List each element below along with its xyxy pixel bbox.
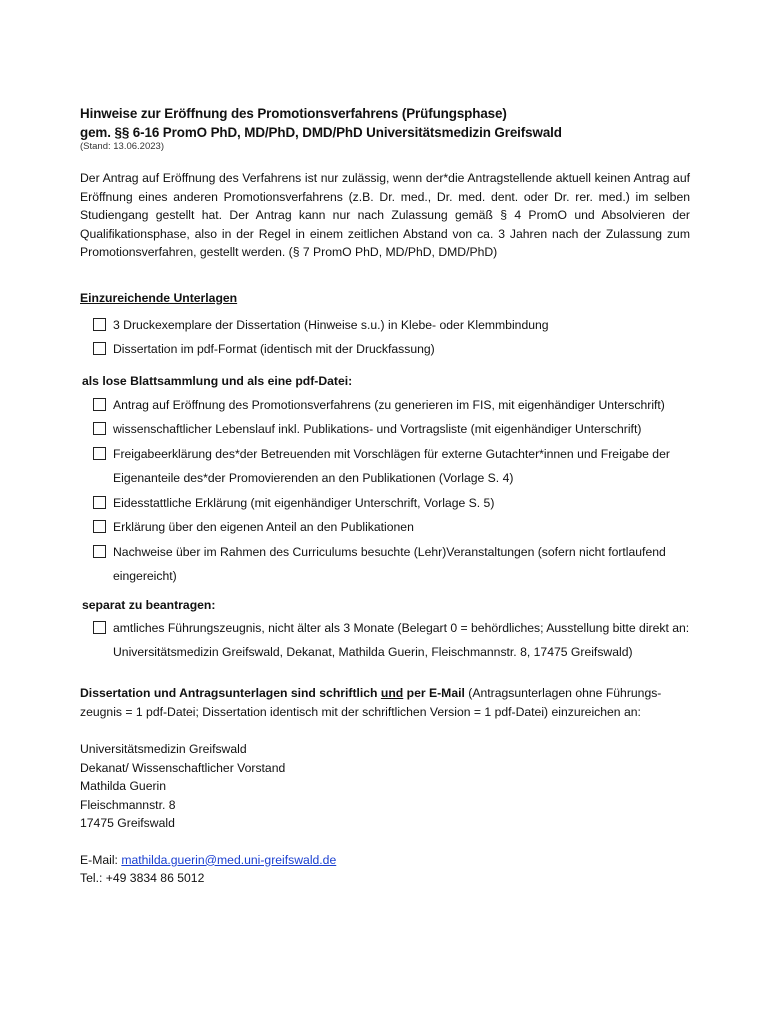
checklist-group-3 (80, 616, 690, 665)
submission-bold-2: per E-Mail (406, 685, 465, 700)
checklist-item (80, 337, 690, 362)
checklist-item (80, 442, 690, 491)
checklist-item (80, 616, 690, 665)
checklist-item (80, 313, 690, 338)
email-label: E-Mail: (80, 852, 118, 867)
checklist-item (80, 540, 690, 589)
checklist-item (80, 393, 690, 418)
checkbox[interactable] (93, 422, 106, 435)
document-page (80, 104, 690, 888)
stand-date: (Stand: 13.06.2023) (80, 141, 164, 152)
checklist-group-1 (80, 313, 690, 362)
checklist-item-text: 3 Druckexemplare der Dissertation (Hinweise s.u.) in Klebe- oder Klemmbindung (113, 317, 549, 332)
address-line: Mathilda Guerin (80, 779, 167, 794)
contact-block (80, 851, 690, 888)
loose-sheets-heading: als lose Blattsammlung und als eine pdf-Datei: (82, 373, 353, 388)
checkbox[interactable] (93, 545, 106, 558)
checkbox[interactable] (93, 621, 106, 634)
phone-line: Tel.: +49 3834 86 5012 (80, 871, 205, 886)
submission-rest: (Antragsunterlagen ohne Führungs-zeugnis = 1 pdf-Datei; Dissertation identisch mit der schriftlichen Version = 1 pdf-Datei) einzureichen an: (80, 685, 662, 719)
postal-address (80, 740, 690, 833)
address-line: Universitätsmedizin Greifswald (80, 742, 247, 757)
checklist-group-2 (80, 393, 690, 589)
email-link[interactable]: mathilda.guerin@med.uni-greifswald.de (121, 852, 337, 867)
checklist-item-text: Freigabeerklärung des*der Betreuenden mit Vorschlägen für externe Gutachter*innen und Freigabe der Eigenanteile des*der Promovierenden an den Publikationen (Vorlage S. 4) (113, 446, 670, 486)
checklist-item-text: Dissertation im pdf-Format (identisch mit der Druckfassung) (113, 342, 435, 357)
address-line: Dekanat/ Wissenschaftlicher Vorstand (80, 760, 286, 775)
checklist-item-text: Eidesstattliche Erklärung (mit eigenhändiger Unterschrift, Vorlage S. 5) (113, 495, 495, 510)
title-line-1: Hinweise zur Eröffnung des Promotionsverfahrens (Prüfungsphase) (80, 106, 507, 121)
intro-paragraph: Der Antrag auf Eröffnung des Verfahrens ist nur zulässig, wenn der*die Antragstellende aktuell keinen Antrag auf Eröffnung eines anderen Promotionsverfahrens (z.B. Dr. med., Dr. med. dent. oder Dr. rer. med.) im selben Studiengang gestellt hat. Der Antrag kann nur nach Zulassung gemäß § 4 PromO und Absolvieren der Qualifikationsphase, also in der Regel in einem zeitlichen Abstand von ca. 3 Jahren nach der Zulassung zum Promotionsverfahren, gestellt werden. (§ 7 PromO PhD, MD/PhD, DMD/PhD) (80, 171, 690, 260)
checklist-item (80, 491, 690, 516)
submission-underlined: und (380, 685, 404, 700)
email-line (80, 851, 690, 870)
title-line-2: gem. §§ 6-16 PromO PhD, MD/PhD, DMD/PhD Universitätsmedizin Greifswald (80, 125, 562, 140)
submission-bold-1: Dissertation und Antragsunterlagen sind schriftlich (80, 685, 378, 700)
checkbox[interactable] (93, 520, 106, 533)
documents-heading: Einzureichende Unterlagen (80, 290, 238, 305)
address-line: 17475 Greifswald (80, 816, 175, 831)
checkbox[interactable] (93, 342, 106, 355)
checklist-item-text: wissenschaftlicher Lebenslauf inkl. Publikations- und Vortragsliste (mit eigenhändiger Unterschrift) (113, 422, 642, 437)
checklist-item-text: amtliches Führungszeugnis, nicht älter als 3 Monate (Belegart 0 = behördliches; Ausstellung bitte direkt an: Universitätsmedizin Greifswald, Dekanat, Mathilda Guerin, Fleischmannstr. 8, 17475 Greifswald) (113, 620, 690, 660)
checklist-item (80, 417, 690, 442)
checkbox[interactable] (93, 318, 106, 331)
document-title (80, 104, 690, 142)
checklist-item-text: Antrag auf Eröffnung des Promotionsverfahrens (zu generieren im FIS, mit eigenhändiger Unterschrift) (113, 397, 665, 412)
checklist-item (80, 515, 690, 540)
submission-paragraph (80, 684, 690, 721)
checkbox[interactable] (93, 398, 106, 411)
checkbox[interactable] (93, 447, 106, 460)
checkbox[interactable] (93, 496, 106, 509)
checklist-item-text: Erklärung über den eigenen Anteil an den Publikationen (113, 520, 414, 535)
checklist-item-text: Nachweise über im Rahmen des Curriculums besuchte (Lehr)Veranstaltungen (sofern nicht fortlaufend eingereicht) (113, 544, 666, 584)
address-line: Fleischmannstr. 8 (80, 797, 176, 812)
separate-request-heading: separat zu beantragen: (82, 597, 216, 612)
